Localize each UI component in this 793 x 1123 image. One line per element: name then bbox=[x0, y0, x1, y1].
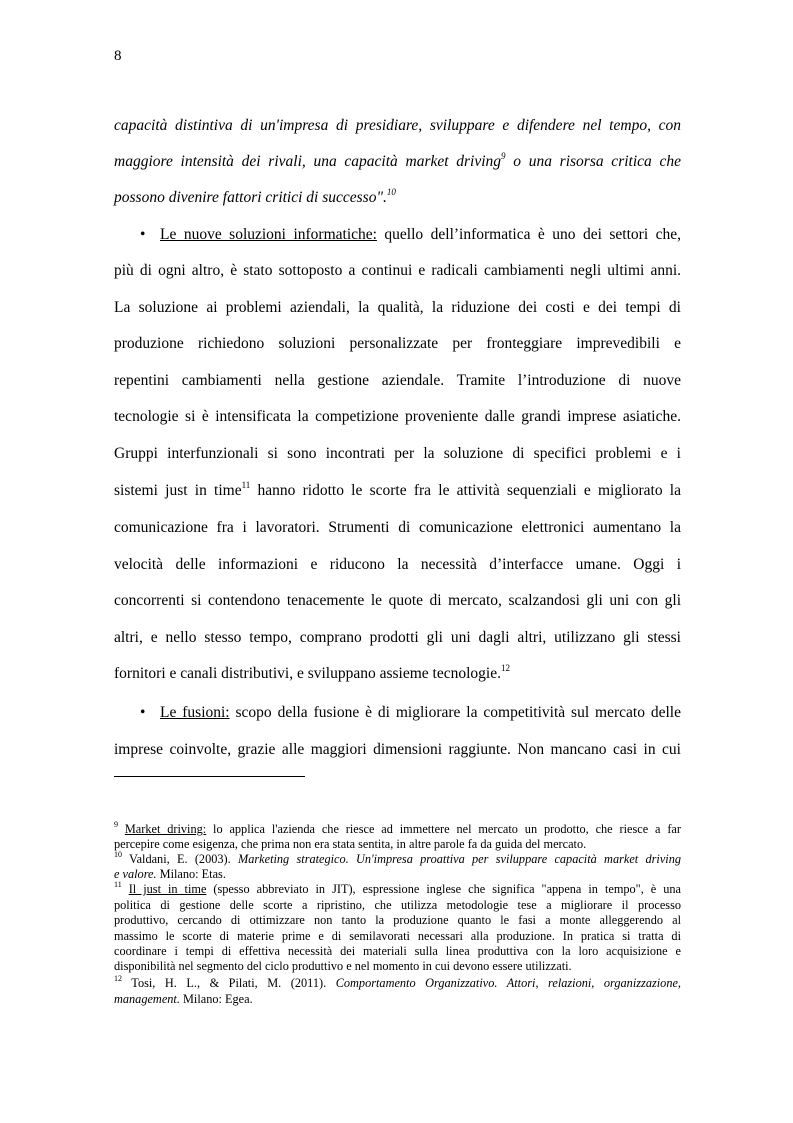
footnote-ref: 12 bbox=[500, 662, 510, 673]
paragraph-line: Gruppi interfunzionali si sono incontrati per la soluzione di specifici problemi e i bbox=[114, 445, 681, 462]
footnote-10-line: e valore. Milano: Etas. bbox=[114, 867, 226, 881]
bullet-heading: Le nuove soluzioni informatiche: bbox=[160, 226, 377, 243]
paragraph-line: più di ogni altro, è stato sottoposto a continui e radicali cambiamenti negli ultimi anni. bbox=[114, 262, 681, 279]
paragraph-line: produzione richiedono soluzioni personalizzate per fronteggiare imprevedibili e bbox=[114, 335, 681, 352]
bullet-heading: Le fusioni: bbox=[160, 704, 230, 721]
footnote-ref: 10 bbox=[386, 186, 396, 197]
footnote-11-line: massimo le scorte di materie prime e di semilavorati necessari alla produzione. In pratica si tratta di bbox=[114, 929, 681, 943]
paragraph-line: sistemi just in time$^{11}$ hanno ridotto le scorte fra le attività sequenziali e migliorato la bbox=[114, 479, 681, 499]
paragraph-line: comunicazione fra i lavoratori. Strumenti di comunicazione elettronici aumentano la bbox=[114, 519, 681, 536]
page-number: 8 bbox=[114, 48, 122, 64]
paragraph-line: velocità delle informazioni e riducono la necessità d’interfacce umane. Oggi i bbox=[114, 556, 681, 573]
footnote-12-line: management. Milano: Egea. bbox=[114, 992, 253, 1006]
quote-line: capacità distintiva di un'impresa di presidiare, sviluppare e difendere nel tempo, con bbox=[114, 117, 681, 134]
footnote-11-line: disponibilità nel segmento del ciclo produttivo e nel momento in cui devono essere utilizzati. bbox=[114, 959, 572, 973]
footnote-9-line: percepire come esigenza, che prima non era stata sentita, in altre parole fa da guida del mercato. bbox=[114, 837, 587, 851]
footnote-11-line: coordinare i tempi di effettiva necessità dei materiali sulla linea produttiva con la loro acquisizione e bbox=[114, 944, 681, 958]
footnote-11-line: produttivo, cercando di ottimizzare non tanto la produzione quanto le fasi a monte alleggerendo al bbox=[114, 913, 681, 927]
footnote-11-line: politica di gestione delle scorte a ripristino, che utilizza metodologie tese a migliorare il processo bbox=[114, 898, 681, 912]
footnote-ref: 9 bbox=[501, 150, 506, 161]
footnote-11: $^{11}$ Il just in time (spesso abbreviato in JIT), espressione inglese che significa "appena in tempo", è una bbox=[114, 879, 681, 896]
paragraph-line: tecnologie si è intensificata la competizione proveniente dalle grandi imprese asiatiche. bbox=[114, 408, 681, 425]
bullet-icon: • bbox=[140, 226, 146, 243]
paragraph-line: imprese coinvolte, grazie alle maggiori dimensioni raggiunte. Non mancano casi in cui bbox=[114, 741, 681, 758]
footnote-12: $^{12}$ Tosi, H. L., & Pilati, M. (2011). Comportamento Organizzativo. Attori, relazioni, organizzazione, bbox=[114, 973, 681, 990]
bullet-item-fusioni: • Le fusioni: scopo della fusione è di migliorare la competitività sul mercato delle bbox=[140, 704, 681, 721]
paragraph-line: repentini cambiamenti nella gestione aziendale. Tramite l’introduzione di nuove bbox=[114, 372, 681, 389]
paragraph-line: La soluzione ai problemi aziendali, la qualità, la riduzione dei costi e dei tempi di bbox=[114, 299, 681, 316]
footnote-separator bbox=[114, 776, 305, 777]
footnote-9: $^9$ Market driving: lo applica l'azienda che riesce ad immettere nel mercato un prodotto, che riesce a far bbox=[114, 819, 681, 836]
footnote-ref: 11 bbox=[241, 479, 251, 490]
quote-line: maggiore intensità dei rivali, una capacità market driving$^9$ o una risorsa critica che bbox=[114, 150, 681, 170]
bullet-item-informatiche: • Le nuove soluzioni informatiche: quello dell’informatica è uno dei settori che, bbox=[140, 226, 681, 243]
quote-line: possono divenire fattori critici di successo".$^{10}$ bbox=[114, 186, 396, 206]
footnote-10: $^{10}$ Valdani, E. (2003). Marketing strategico. Un'impresa proattiva per sviluppare capacità market driving bbox=[114, 849, 682, 866]
bullet-icon: • bbox=[140, 704, 146, 721]
paragraph-line: fornitori e canali distributivi, e sviluppano assieme tecnologie.$^{12}$ bbox=[114, 662, 510, 682]
paragraph-line: concorrenti si contendono tenacemente le quote di mercato, scalzandosi gli uni con gli bbox=[114, 592, 681, 609]
paragraph-line: altri, e nello stesso tempo, comprano prodotti gli uni dagli altri, utilizzano gli stessi bbox=[114, 629, 681, 646]
